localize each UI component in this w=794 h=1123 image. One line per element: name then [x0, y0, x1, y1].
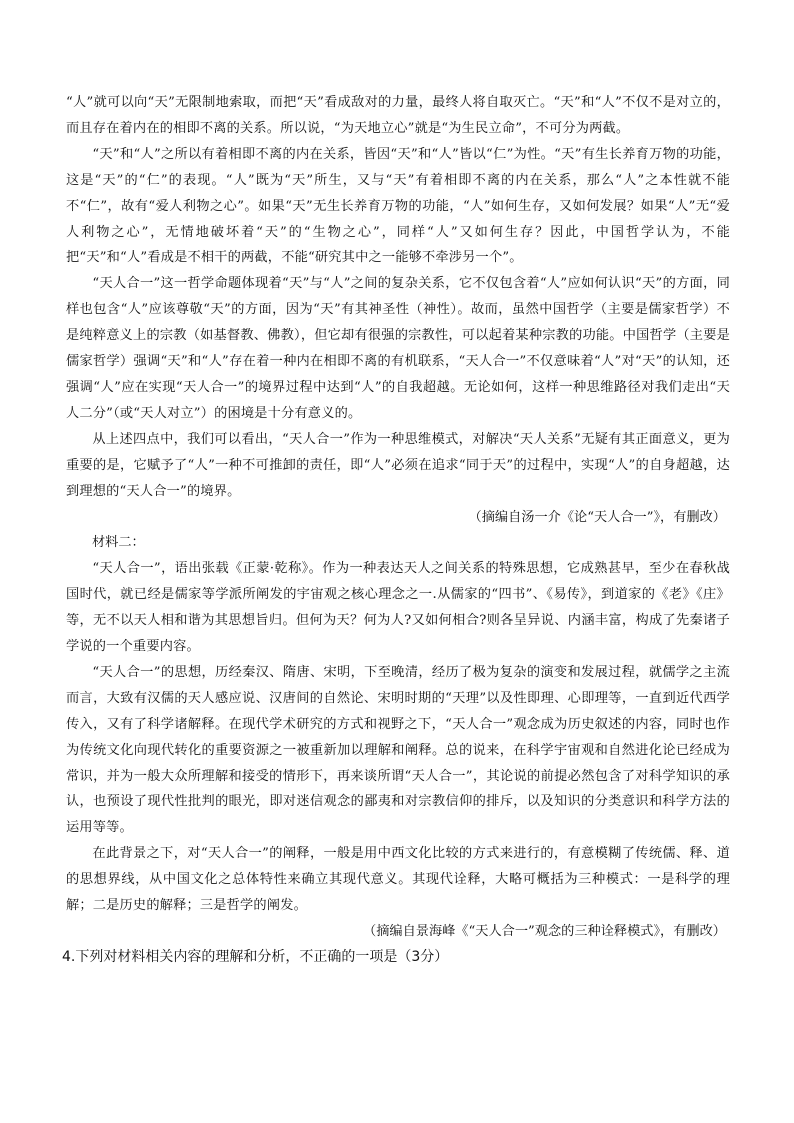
material1-paragraph-3: “天人合一”这一哲学命题体现着“天”与“人”之间的复杂关系，它不仅包含着“人”应如何认识“天”的方面，同样也包含“人”应该尊敬“天”的方面，因为“天”有其神圣性（神性）。故而，虽然中国哲学（主要是儒家哲学）不是纯粹意义上的宗教（如基督教、佛教），但它却有很强的宗教性，可以起着某种宗教的功能。中国哲学（主要是儒家哲学）强调“天”和“人”存在着一种内在相即不离的有机联系，“天人合一”不仅意味着“人”对“天”的认知，还强调“人”应在实现“天人合一”的境界过程中达到“人”的自我超越。无论如何，这样一种思维路径对我们走出“天人二分”（或“天人对立”）的困境是十分有意义的。: [66, 276, 730, 421]
document-content: [62, 90, 730, 970]
material1-paragraph-4: 从上述四点中，我们可以看出，“天人合一”作为一种思维模式，对解决“天人关系”无疑有其正面意义，更为重要的是，它赋予了“人”一种不可推卸的责任，即“人”必须在追求“同于天”的过程中，实现“人”的自身超越，达到理想的“天人合一”的境界。: [66, 431, 730, 499]
question-4: 4.下列对材料相关内容的理解和分析，不正确的一项是（3分）: [62, 948, 449, 965]
material1-paragraph-1: “人”就可以向“天”无限制地索取，而把“天”看成敌对的力量，最终人将自取灭亡。“天”和“人”不仅不是对立的，而且存在着内在的相即不离的关系。所以说，“为天地立心”就是“为生民立命”，不可分为两截。: [66, 95, 730, 136]
material2-paragraph-3: 在此背景之下，对“天人合一”的阐释，一般是用中西文化比较的方式来进行的，有意模糊了传统儒、释、道的思想界线，从中国文化之总体特性来确立其现代意义。其现代诠释，大略可概括为三种模式：一是科学的理解；二是历史的解释；三是哲学的阐发。: [66, 846, 730, 914]
material1-paragraph-2: “天”和“人”之所以有着相即不离的内在关系，皆因“天”和“人”皆以“仁”为性。“天”有生长养育万物的功能，这是“天”的“仁”的表现。“人”既为“天”所生，又与“天”有着相即不离的内在关系，那么“人”之本性就不能不“仁”，故有“爱人利物之心”。如果“天”无生长养育万物的功能，“人”如何生存，又如何发展？如果“人”无“爱人利物之心”，无情地破坏着“天”的“生物之心”，同样“人”又如何生存？因此，中国哲学认为，不能把“天”和“人”看成是不相干的两截，不能“研究其中之一能够不牵涉另一个”。: [66, 146, 730, 266]
material2-source: （摘编自景海峰《“天人合一”观念的三种诠释模式》，有删改）: [363, 924, 726, 939]
material2-paragraph-1: “天人合一”，语出张载《正蒙·乾称》。作为一种表达天人之间关系的特殊思想，它成熟甚早，至少在春秋战国时代，就已经是儒家等学派所阐发的宇宙观之核心理念之一.从儒家的“四书”、《易传》，到道家的《老》《庄》等，无不以天人相和谐为其思想旨归。但何为天？何为人?又如何相合?则各呈异说、内涵丰富，构成了先秦诸子学说的一个重要内容。: [66, 561, 730, 655]
material2-paragraph-2: “天人合一”的思想，历经秦汉、隋唐、宋明，下至晚清，经历了极为复杂的演变和发展过程，就儒学之主流而言，大致有汉儒的天人感应说、汉唐间的自然论、宋明时期的“天理”以及性即理、心即理等，一直到近代西学传入，又有了科学诸解释。在现代学术研究的方式和视野之下，“天人合一”观念成为历史叙述的内容，同时也作为传统文化向现代转化的重要资源之一被重新加以理解和阐释。总的说来，在科学宇宙观和自然进化论已经成为常识，并为一般大众所理解和接受的情形下，再来谈所谓“天人合一”，其论说的前提必然包含了对科学知识的承认，也预设了现代性批判的眼光，即对迷信观念的鄙夷和对宗教信仰的排斥，以及知识的分类意识和科学方法的运用等等。: [66, 664, 730, 836]
material1-source: （摘编自汤一介《论“天人合一”》，有删改）: [468, 509, 726, 525]
material2-heading: 材料二：: [92, 535, 145, 551]
